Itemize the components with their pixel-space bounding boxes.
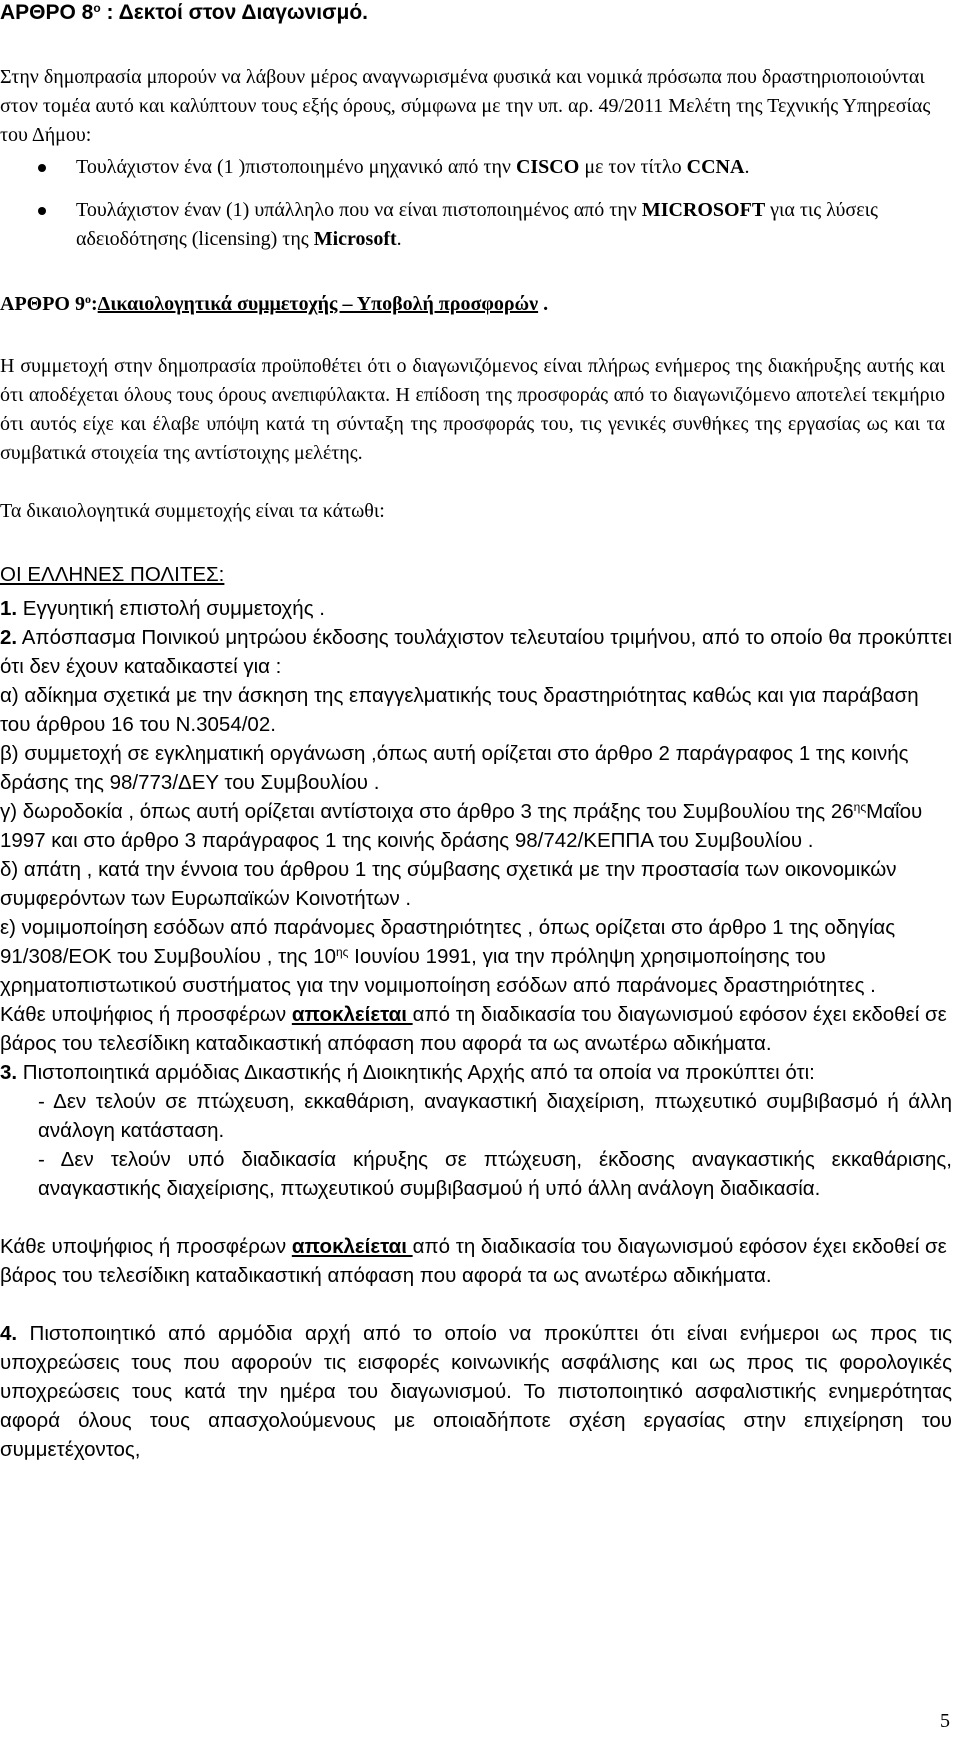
section-heading: ΟΙ ΕΛΛΗΝΕΣ ΠΟΛΙΤΕΣ: (0, 563, 225, 586)
documents-body (0, 594, 952, 1464)
list-item: Τουλάχιστον έναν (1) υπάλληλο που να είναι πιστοποιημένος από την MICROSOFT για τις λύσεις αδειοδότησης (licensing) της Microsoft. (0, 196, 945, 254)
page-number: 5 (940, 1710, 950, 1732)
item-3-dash-2: - Δεν τελούν υπό διαδικασία κήρυξης σε πτώχευση, έκδοσης αναγκαστικής εκκαθάρισης, αναγκαστικής διαχείρισης, πτωχευτικού συμβιβασμού ή υπό άλλη ανάλογη διαδικασία. (38, 1148, 952, 1200)
item-2a: α) αδίκημα σχετικά με την άσκηση της επαγγελματικής τους δραστηριότητας καθώς και για παράβαση του άρθρου 16 του Ν.3054/02. (0, 684, 919, 736)
documents-intro: Τα δικαιολογητικά συμμετοχής είναι τα κάτωθι: (0, 500, 385, 522)
article-8-title: ΑΡΘΡΟ $8^o$ : Δεκτοί στον Διαγωνισμό. (0, 1, 369, 24)
item-4: 4. Πιστοποιητικό από αρμόδια αρχή από το οποίο να προκύπτει ότι είναι ενήμεροι ως προς τις υποχρεώσεις τους που αφορούν τις εισφορές κοινωνικής ασφάλισης και ως προς τις φορολογικές υποχρεώσεις τους κατά την ημέρα του διαγωνισμού. Το πιστοποιητικό ασφαλιστικής ενημερότητας αφορά όλους τους απασχολούμενους με οποιαδήποτε σχέση εργασίας στην επιχείρηση του συμμετέχοντος, (0, 1322, 952, 1461)
item-2b: β) συμμετοχή σε εγκληματική οργάνωση ,όπως αυτή ορίζεται στο άρθρο 2 παράγραφος 1 της κοινής δράσης της 98/773/ΔΕΥ του Συμβουλίου . (0, 742, 909, 794)
list-item: Τουλάχιστον ένα (1 )πιστοποιημένο μηχανικό από την CISCO με τον τίτλο CCNA. (0, 153, 945, 182)
requirements-list (0, 153, 945, 268)
exclusion-paragraph-1: Κάθε υποψήφιος ή προσφέρων αποκλείεται από τη διαδικασία του διαγωνισμού εφόσον έχει εκδοθεί σε βάρος του τελεσίδικη καταδικαστική απόφαση που αφορά τα ως ανωτέρω αδικήματα. (0, 1003, 947, 1055)
item-3-dash-1: - Δεν τελούν σε πτώχευση, εκκαθάριση, αναγκαστική διαχείριση, πτωχευτικό συμβιβασμό ή άλλη ανάλογη κατάσταση. (38, 1090, 952, 1142)
item-2: 2. Απόσπασμα Ποινικού μητρώου έκδοσης τουλάχιστον τελευταίου τριμήνου, από το οποίο θα προκύπτει ότι δεν έχουν καταδικαστεί για : (0, 626, 952, 678)
item-1: 1. Εγγυητική επιστολή συμμετοχής . (0, 597, 325, 620)
exclusion-paragraph-2: Κάθε υποψήφιος ή προσφέρων αποκλείεται από τη διαδικασία του διαγωνισμού εφόσον έχει εκδοθεί σε βάρος του τελεσίδικη καταδικαστική απόφαση που αφορά τα ως ανωτέρω αδικήματα. (0, 1235, 947, 1287)
article-8-intro: Στην δημοπρασία μπορούν να λάβουν μέρος αναγνωρισμένα φυσικά και νομικά πρόσωπα που δραστηριοποιούνται στον τομέα αυτό και καλύπτουν τους εξής όρους, σύμφωνα με την υπ. αρ. 49/2011 Μελέτη της Τεχνικής Υπηρεσίας του Δήμου: (0, 66, 931, 146)
item-2c: γ) δωροδοκία , όπως αυτή ορίζεται αντίστοιχα στο άρθρο 3 της πράξης του Συμβουλίου της $26^{\eta\varsigma}M\alpha ΐo\upsilon$ 1997 και στο άρθρο 3 παράγραφος 1 της κοινής δράσης 98/742/ΚΕΠΠΑ του Συμβουλίου . (0, 800, 923, 852)
item-3: 3. Πιστοποιητικά αρμόδιας Δικαστικής ή Διοικητικής Αρχής από τα οποία να προκύπτει ότι: (0, 1061, 815, 1084)
article-9-intro: Η συμμετοχή στην δημοπρασία προϋποθέτει ότι ο διαγωνιζόμενος είναι πλήρως ενήμερος της διακήρυξης αυτής και ότι αποδέχεται όλους τους όρους ανεπιφύλακτα. Η επίδοση της προσφοράς από το διαγωνιζόμενο αποτελεί τεκμήριο ότι αυτός είχε και έλαβε υπόψη κατά τη σύνταξη της προσφοράς του, τις γενικές συνθήκες της εργασίας ως και τα συμβατικά στοιχεία της αντίστοιχης μελέτης. (0, 355, 945, 464)
bullet-icon (38, 164, 46, 172)
item-2e: ε) νομιμοποίηση εσόδων από παράνομες δραστηριότητες , όπως ορίζεται στο άρθρο 1 της οδηγίας 91/308/ΕΟΚ του Συμβουλίου , της $10^{\eta\varsigma}$ Ιουνίου 1991, για την πρόληψη χρησιμοποίησης του χρηματοπιστωτικού συστήματος για την νομιμοποίηση εσόδων από παράνομες δραστηριότητες . (0, 916, 896, 997)
bullet-icon (38, 207, 46, 215)
item-2d: δ) απάτη , κατά την έννοια του άρθρου 1 της σύμβασης σχετικά με την προστασία των οικονομικών συμφερόντων των Ευρωπαϊκών Κοινοτήτων . (0, 858, 897, 910)
article-9-heading: ΑΡΘΡΟ $9^o:\Delta\iota\kappa\alpha\iota o\lambda o\gamma\eta\tau\iota\kappa ά$ συμμετοχής – Υποβολή προσφορών . (0, 292, 549, 315)
